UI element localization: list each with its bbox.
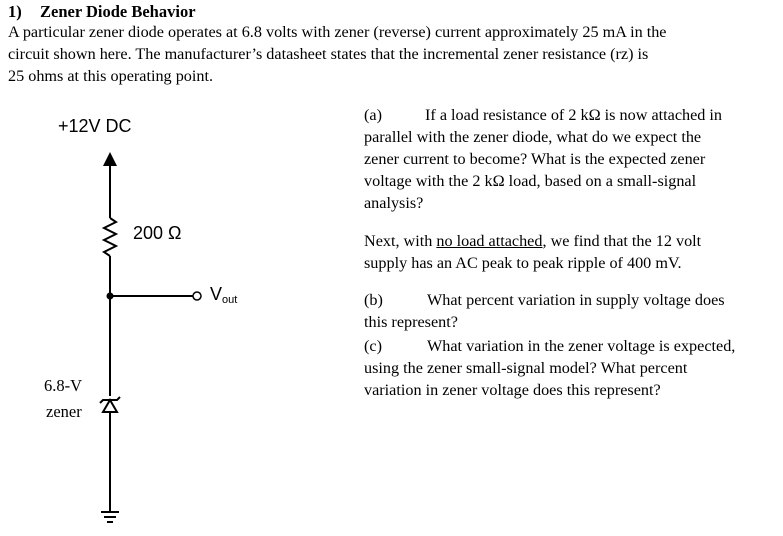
problem-title: Zener Diode Behavior <box>40 2 196 21</box>
part-b-line: this represent? <box>364 313 458 331</box>
intro-line: A particular zener diode operates at 6.8 volts with zener (reverse) current approximately 25 mA in the <box>8 23 667 41</box>
part-b <box>364 289 725 333</box>
part-a <box>364 104 722 214</box>
part-c-marker: (c) <box>364 337 382 355</box>
zener-diode-symbol <box>100 397 120 412</box>
part-c-line: using the zener small-signal model? What percent <box>364 359 688 377</box>
zener-rating-label: 6.8-V <box>44 376 83 395</box>
ripple-note-line2: supply has an AC peak to peak ripple of 400 mV. <box>364 254 682 272</box>
part-a-line: zener current to become? What is the expected zener <box>364 150 706 168</box>
ripple-note-prefix: Next, with <box>364 232 437 250</box>
output-voltage-subscript: out <box>222 294 238 306</box>
zener-type-label: zener <box>46 402 82 421</box>
resistor-200-ohm <box>104 218 116 256</box>
part-c-line: What variation in the zener voltage is expected, <box>427 337 736 355</box>
ripple-note-emphasis: no load attached <box>436 232 543 250</box>
intro-line: circuit shown here. The manufacturer’s datasheet states that the incremental zener resistance (rz) is <box>8 45 649 63</box>
part-c <box>364 335 735 401</box>
part-a-marker: (a) <box>364 106 382 124</box>
part-a-line: parallel with the zener diode, what do we expect the <box>364 128 702 146</box>
part-b-marker: (b) <box>364 291 383 309</box>
supply-voltage-label: +12V DC <box>58 116 132 136</box>
part-b-line: What percent variation in supply voltage does <box>427 291 725 309</box>
output-voltage-symbol: V <box>210 284 223 304</box>
part-a-line: If a load resistance of 2 kΩ is now attached in <box>425 106 723 124</box>
output-voltage-label <box>210 284 237 306</box>
ground-icon <box>101 512 119 522</box>
resistor-value-label: 200 Ω <box>133 223 182 243</box>
schematic-drawing <box>0 100 360 531</box>
part-a-line: voltage with the 2 kΩ load, based on a small-signal <box>364 172 697 190</box>
part-c-line: variation in zener voltage does this represent? <box>364 381 661 399</box>
part-a-line: analysis? <box>364 194 424 212</box>
supply-arrow-icon <box>103 152 117 166</box>
output-terminal <box>193 292 201 300</box>
intro-line: 25 ohms at this operating point. <box>8 67 214 85</box>
ripple-note-suffix: , we find that the 12 volt <box>542 232 702 250</box>
problem-heading <box>8 2 196 22</box>
zener-regulator-schematic <box>0 100 360 531</box>
intro-paragraph <box>8 21 783 87</box>
problem-number: 1) <box>8 2 22 21</box>
ripple-note <box>364 230 701 274</box>
